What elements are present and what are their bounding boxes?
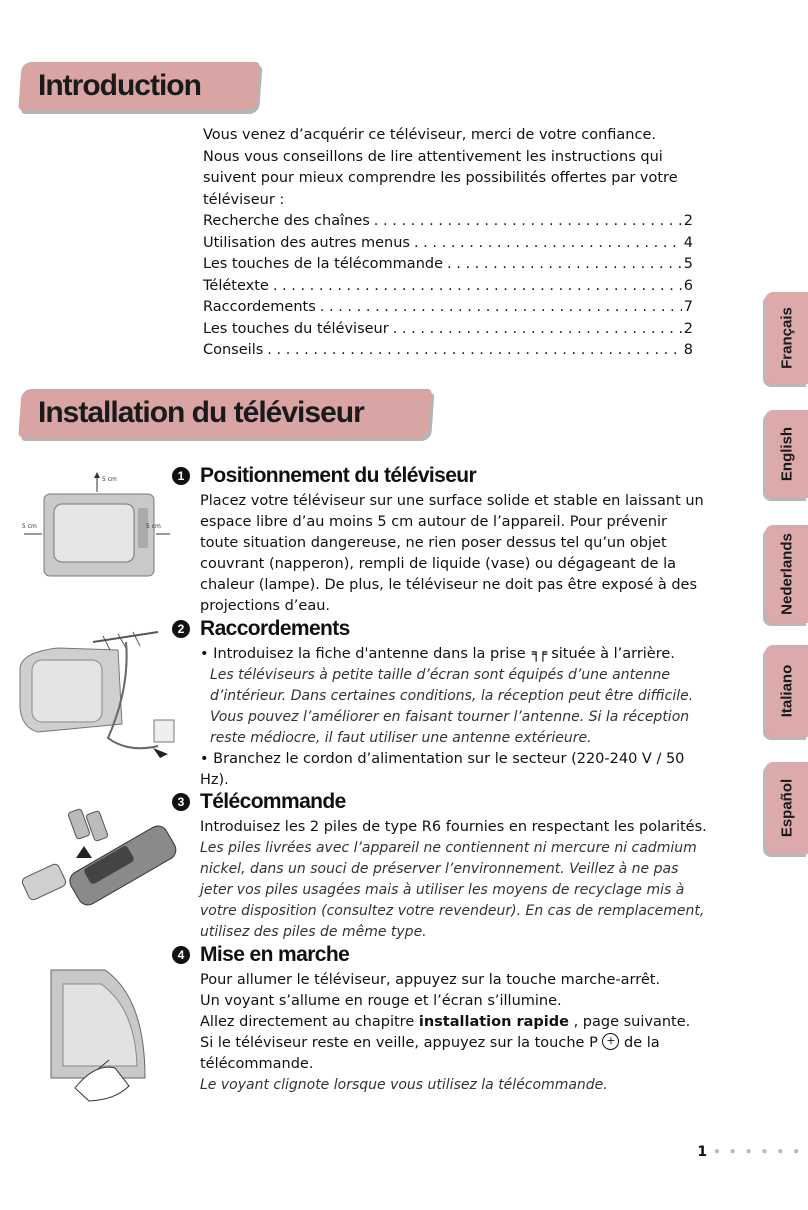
intro-title: Introduction <box>38 69 201 102</box>
section-title: Raccordements <box>200 617 350 640</box>
tab-italiano[interactable] <box>765 645 808 737</box>
section-heading <box>172 789 707 815</box>
toc-page: 2 <box>683 213 693 229</box>
install-banner <box>18 389 431 437</box>
section-heading <box>172 616 707 642</box>
tv-clearance-illustration <box>22 472 172 587</box>
toc-page: 5 <box>683 256 693 272</box>
tab-espanol[interactable] <box>765 762 808 854</box>
toc-leader <box>414 233 682 255</box>
power-line4: Si le téléviseur reste en veille, appuyez sur la touche P + de la télécommande. <box>200 1034 660 1072</box>
toc-page: 7 <box>683 299 693 315</box>
section-title: Positionnement du téléviseur <box>200 464 477 487</box>
intro-banner <box>18 62 259 110</box>
toc-page: 6 <box>683 277 693 294</box>
section-remote <box>172 789 707 943</box>
toc-page: 8 <box>683 342 693 358</box>
tab-label: Italiano <box>778 664 795 718</box>
section-heading <box>172 463 707 489</box>
antenna-socket-icon: ╕╒ <box>531 646 546 662</box>
toc-label: Les touches de la télécommande <box>203 256 444 272</box>
bullet-text: située à l’arrière. <box>551 646 675 662</box>
section-connections <box>172 616 707 791</box>
antenna-connection-illustration <box>18 628 178 763</box>
tab-label: Español <box>778 778 795 838</box>
step-number: 2 <box>172 620 190 638</box>
section-text: Placez votre téléviseur sur une surface solide et stable en laissant un espace libre d’au moins 5 cm autour de l’appareil. Pour prévenir toute situation dangereuse, ne rien poser dessus tel qu’un objet couvrant (napperon), rempli de liquide (vase) ou dégageant de la chaleur (lampe). De plus, le téléviseur ne doit pas être exposé à des projections d’eau. <box>200 493 704 614</box>
page-number: 1 <box>697 1144 708 1160</box>
power-line2: Un voyant s’allume en rouge et l’écran s’illumine. <box>200 993 562 1009</box>
toc-label: Utilisation des autres menus <box>203 234 410 251</box>
bullet-text: • Introduisez la fiche d'antenne dans la prise <box>200 646 526 662</box>
toc-leader <box>393 319 682 341</box>
toc-label: Télétexte <box>203 277 269 294</box>
power-line1: Pour allumer le téléviseur, appuyez sur la touche marche-arrêt. <box>200 972 661 988</box>
clearance-label-left: 5 cm <box>22 523 37 530</box>
toc-page: 2 <box>683 320 693 337</box>
toc-label: Raccordements <box>203 299 316 315</box>
toc-row[interactable] <box>203 276 693 298</box>
toc-row[interactable] <box>203 233 693 255</box>
power-note: Le voyant clignote lorsque vous utilisez la télécommande. <box>200 1077 608 1093</box>
clearance-label-top: 5 cm <box>102 476 117 483</box>
toc-row[interactable] <box>203 211 693 233</box>
tab-nederlands[interactable] <box>765 525 808 623</box>
toc-leader <box>267 340 681 362</box>
page-footer <box>697 1144 802 1160</box>
program-plus-icon: + <box>602 1033 619 1050</box>
toc-label: Conseils <box>203 342 264 358</box>
toc-row[interactable] <box>203 319 693 341</box>
quick-install-ref: installation rapide <box>418 1014 569 1030</box>
tab-label: Nederlands <box>778 533 795 615</box>
clearance-label-right: 5 cm <box>146 523 161 530</box>
toc-leader <box>320 297 682 319</box>
step-number: 3 <box>172 793 190 811</box>
footer-dots: • • • • • • <box>713 1145 802 1159</box>
install-title: Installation du téléviseur <box>38 396 364 429</box>
section-heading <box>172 942 707 968</box>
section-title: Télécommande <box>200 790 346 813</box>
toc-leader <box>273 276 682 298</box>
toc <box>203 211 693 362</box>
tab-label: English <box>778 426 795 482</box>
section-title: Mise en marche <box>200 943 350 966</box>
step-number: 4 <box>172 946 190 964</box>
step-number: 1 <box>172 467 190 485</box>
battery-note: Les piles livrées avec l’appareil ne contiennent ni mercure ni cadmium nickel, dans un souci de préserver l’environnement. Veillez à ne pas jeter vos piles usagées mais à utiliser les moyens de recyclage mis à votre disposition (consultez votre revendeur). En cas de remplacement, utilisez des piles de même type. <box>200 840 705 940</box>
tab-francais[interactable] <box>765 292 808 384</box>
remote-battery-illustration <box>22 808 177 918</box>
section-positioning <box>172 463 707 617</box>
tab-english[interactable] <box>765 410 808 498</box>
tab-label: Français <box>778 307 795 369</box>
toc-label: Recherche des chaînes <box>203 213 370 229</box>
toc-leader <box>447 254 682 276</box>
toc-page: 4 <box>683 234 693 251</box>
toc-row[interactable] <box>203 297 693 319</box>
section-power-on <box>172 942 707 1096</box>
toc-row[interactable] <box>203 340 693 362</box>
bullet-antenna <box>200 644 707 665</box>
intro-line2: Nous vous conseillons de lire attentivement les instructions qui suivent pour mieux comprendre les possibilités offertes par votre téléviseur : <box>203 148 678 208</box>
section-text: Introduisez les 2 piles de type R6 fournies en respectant les polarités. <box>200 819 707 835</box>
toc-leader <box>374 211 682 233</box>
toc-label: Les touches du téléviseur <box>203 320 389 337</box>
power-button-illustration <box>45 968 155 1103</box>
power-line3: Allez directement au chapitre installation rapide , page suivante. <box>200 1014 691 1030</box>
intro-text <box>203 125 693 362</box>
toc-row[interactable] <box>203 254 693 276</box>
bullet-power: • Branchez le cordon d’alimentation sur le secteur (220-240 V / 50 Hz). <box>200 751 685 788</box>
intro-line1: Vous venez d’acquérir ce téléviseur, merci de votre confiance. <box>203 127 656 143</box>
antenna-note: Les téléviseurs à petite taille d’écran sont équipés d’une antenne d’intérieur. Dans certaines conditions, la réception peut être difficile. Vous pouvez l’améliorer en faisant tourner l’antenne. Si la réception reste médiocre, il faut utiliser une antenne extérieure. <box>210 667 694 746</box>
